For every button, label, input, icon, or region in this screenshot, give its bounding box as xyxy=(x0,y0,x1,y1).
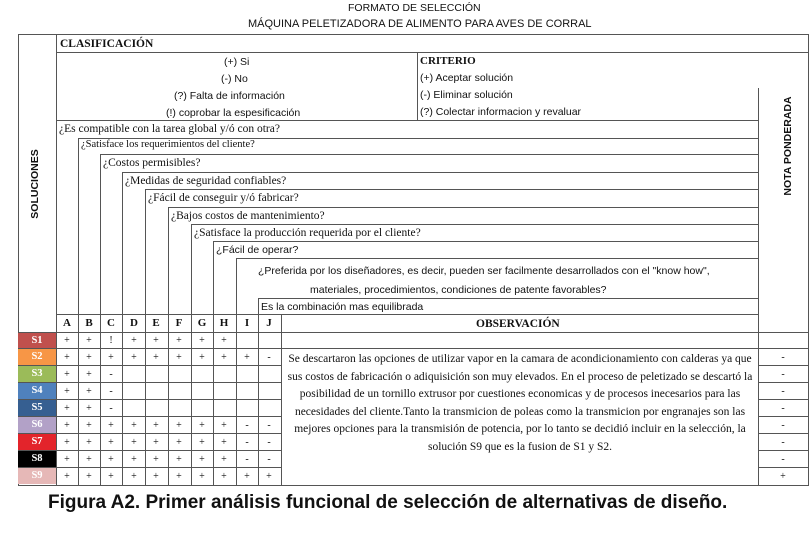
criterion-left-border xyxy=(417,52,418,120)
mark-s8-e: + xyxy=(153,454,159,465)
mark-s6-g: + xyxy=(199,420,205,431)
mark-s7-g: + xyxy=(199,437,205,448)
mark-s9-j: + xyxy=(266,471,272,482)
machine-title: MÁQUINA PELETIZADORA DE ALIMENTO PARA AVES DE CORRAL xyxy=(248,18,592,30)
col-letter-h: H xyxy=(219,317,229,329)
mark-s6-e: + xyxy=(153,420,159,431)
mark-s3-c: - xyxy=(109,369,113,380)
mark-s1-f: + xyxy=(176,335,182,346)
format-title: FORMATO DE SELECCIÓN xyxy=(348,2,481,14)
row-rule-6 xyxy=(18,433,282,434)
solution-label-s1: S1 xyxy=(18,333,56,349)
mark-s6-j: - xyxy=(267,420,271,431)
mark-s8-g: + xyxy=(199,454,205,465)
col-letter-j: J xyxy=(266,317,272,329)
mark-s9-g: + xyxy=(199,471,205,482)
observation-text: Se descartaron las opciones de utilizar vapor en la camara de acondicionamiento con calderas ya que sus costos de fabricación o adiquisición son muy elevados. En el proceso de peletizado se descartó la posibilidad de un tornillo extrusor por cuestiones economicas y de procesos inecesarios para las necesidades del cliente.Tanto la transmicion de poleas como la transmicion por engranajes son las mejores opciones para la transmisión de potencia, por lo tanto se decidió incluir en la selección, la solución S9 que es la fusion de S1 y S2. xyxy=(287,353,753,453)
q-rule-5 xyxy=(168,207,758,208)
note-s7: - xyxy=(781,437,785,448)
question-j: Es la combinación mas equilibrada xyxy=(261,301,424,313)
col-line-i xyxy=(236,258,237,486)
note-rule-4 xyxy=(758,399,808,400)
mark-s1-c: ! xyxy=(109,335,113,346)
question-a: ¿Es compatible con la tarea global y/ó con otra? xyxy=(59,123,280,135)
letters-rule-bottom xyxy=(18,332,808,333)
note-rule-3 xyxy=(758,382,808,383)
row-rule-2 xyxy=(18,365,282,366)
mark-s2-c: + xyxy=(108,352,114,363)
note-s9: + xyxy=(780,471,786,482)
mark-s2-f: + xyxy=(176,352,182,363)
question-f: ¿Bajos costos de mantenimiento? xyxy=(171,210,325,222)
col-letter-b: B xyxy=(85,317,93,329)
mark-s6-a: + xyxy=(64,420,70,431)
criterion-label: CRITERIO xyxy=(420,55,476,67)
note-s6: - xyxy=(781,420,785,431)
mark-s1-d: + xyxy=(131,335,137,346)
note-rule-6 xyxy=(758,433,808,434)
mark-s2-g: + xyxy=(199,352,205,363)
mark-s6-h: + xyxy=(221,420,227,431)
note-rule-8 xyxy=(758,467,808,468)
row-rule-7 xyxy=(18,450,282,451)
mark-s9-f: + xyxy=(176,471,182,482)
classification-rule xyxy=(56,52,808,53)
mark-s2-a: + xyxy=(64,352,70,363)
q-rule-2 xyxy=(100,154,758,155)
mark-s8-d: + xyxy=(131,454,137,465)
mark-s4-a: + xyxy=(64,386,70,397)
note-s8: - xyxy=(781,454,785,465)
mark-s5-a: + xyxy=(64,403,70,414)
mark-s8-i: - xyxy=(245,454,249,465)
mark-s1-b: + xyxy=(86,335,92,346)
solution-label-s5: S5 xyxy=(18,400,56,416)
mark-s7-d: + xyxy=(131,437,137,448)
criterion-collect: (?) Colectar informacion y revaluar xyxy=(420,106,582,118)
table-bottom-rule xyxy=(18,485,808,486)
mark-s2-d: + xyxy=(131,352,137,363)
mark-s6-d: + xyxy=(131,420,137,431)
mark-s4-b: + xyxy=(86,386,92,397)
col-letter-g: G xyxy=(197,317,207,329)
note-s5: - xyxy=(781,403,785,414)
solution-label-s9: S9 xyxy=(18,468,56,484)
row-rule-5 xyxy=(18,416,282,417)
col-letter-i: I xyxy=(244,317,250,329)
mark-s7-c: + xyxy=(108,437,114,448)
mark-s2-j: - xyxy=(267,352,271,363)
question-e: ¿Fácil de conseguir y/ó fabricar? xyxy=(148,192,299,204)
mark-s2-i: + xyxy=(244,352,250,363)
mark-s2-h: + xyxy=(221,352,227,363)
mark-s7-h: + xyxy=(221,437,227,448)
note-rule-2 xyxy=(758,365,808,366)
mark-s7-b: + xyxy=(86,437,92,448)
mark-s6-c: + xyxy=(108,420,114,431)
mark-s9-b: + xyxy=(86,471,92,482)
row-rule-4 xyxy=(18,399,282,400)
legend-verify-spec: (!) coprobar la espesificación xyxy=(166,107,301,119)
mark-s3-b: + xyxy=(86,369,92,380)
col-letter-e: E xyxy=(152,317,160,329)
observation-header: OBSERVACIÓN xyxy=(476,318,560,330)
mark-s8-b: + xyxy=(86,454,92,465)
note-rule-7 xyxy=(758,450,808,451)
mark-s7-j: - xyxy=(267,437,271,448)
question-d: ¿Medidas de seguridad confiables? xyxy=(125,175,287,187)
letters-rule-top xyxy=(56,314,758,315)
solution-label-s6: S6 xyxy=(18,417,56,433)
col-letter-c: C xyxy=(107,317,115,329)
mark-s1-g: + xyxy=(199,335,205,346)
top-rule xyxy=(18,34,808,35)
mark-s6-f: + xyxy=(176,420,182,431)
mark-s6-b: + xyxy=(86,420,92,431)
q-rule-9 xyxy=(258,298,758,299)
mark-s5-b: + xyxy=(86,403,92,414)
weighted-note-label: NOTA PONDERADA xyxy=(782,96,794,196)
q-rule-0 xyxy=(56,120,758,121)
mark-s8-j: - xyxy=(267,454,271,465)
col-letter-f: F xyxy=(175,317,183,329)
mark-s9-h: + xyxy=(221,471,227,482)
criterion-eliminate: (-) Eliminar solución xyxy=(420,89,513,101)
solution-label-s7: S7 xyxy=(18,434,56,450)
question-i-line2: materiales, procedimientos, condiciones de patente favorables? xyxy=(310,284,607,296)
note-s4: - xyxy=(781,386,785,397)
mark-s8-h: + xyxy=(221,454,227,465)
criterion-accept: (+) Aceptar solución xyxy=(420,72,514,84)
q-rule-3 xyxy=(122,172,758,173)
question-g: ¿Satisface la producción requerida por el cliente? xyxy=(194,227,421,239)
row-rule-3 xyxy=(18,382,282,383)
solutions-label: SOLUCIONES xyxy=(29,149,41,219)
mark-s8-c: + xyxy=(108,454,114,465)
mark-s5-c: - xyxy=(109,403,113,414)
mark-s3-a: + xyxy=(64,369,70,380)
question-i-line1: ¿Preferida por los diseñadores, es decir, pueden ser facilmente desarrollados con el "know how", xyxy=(258,265,710,277)
col-letter-a: A xyxy=(63,317,71,329)
mark-s9-i: + xyxy=(244,471,250,482)
q-rule-4 xyxy=(145,189,758,190)
note-s3: - xyxy=(781,369,785,380)
mark-s7-e: + xyxy=(153,437,159,448)
q-rule-7 xyxy=(213,241,758,242)
mark-s9-e: + xyxy=(153,471,159,482)
mark-s7-i: - xyxy=(245,437,249,448)
q-rule-6 xyxy=(191,224,758,225)
mark-s9-d: + xyxy=(131,471,137,482)
col-letter-d: D xyxy=(130,317,138,329)
row-rule-8 xyxy=(18,467,282,468)
question-h: ¿Fácil de operar? xyxy=(216,244,299,256)
row-rule-1 xyxy=(18,348,808,349)
mark-s1-h: + xyxy=(221,335,227,346)
solution-label-s8: S8 xyxy=(18,451,56,467)
legend-missing-info: (?) Falta de información xyxy=(174,90,285,102)
classification-label: CLASIFICACIÓN xyxy=(60,38,154,50)
mark-s1-a: + xyxy=(64,335,70,346)
note-s2: - xyxy=(781,352,785,363)
mark-s1-e: + xyxy=(153,335,159,346)
mark-s4-c: - xyxy=(109,386,113,397)
solution-label-s4: S4 xyxy=(18,383,56,399)
legend-yes: (+) Si xyxy=(224,56,250,68)
figure-caption: Figura A2. Primer análisis funcional de selección de alternativas de diseño. xyxy=(48,492,728,513)
question-c: ¿Costos permisibles? xyxy=(103,157,201,169)
note-rule-5 xyxy=(758,416,808,417)
mark-s9-c: + xyxy=(108,471,114,482)
solution-label-s3: S3 xyxy=(18,366,56,382)
q-rule-8 xyxy=(236,258,758,259)
mark-s8-a: + xyxy=(64,454,70,465)
mark-s7-a: + xyxy=(64,437,70,448)
mark-s2-b: + xyxy=(86,352,92,363)
mark-s8-f: + xyxy=(176,454,182,465)
question-b: ¿Satisface los requerimientos del cliente? xyxy=(81,139,255,150)
mark-s2-e: + xyxy=(153,352,159,363)
mark-s7-f: + xyxy=(176,437,182,448)
mark-s9-a: + xyxy=(64,471,70,482)
mark-s6-i: - xyxy=(245,420,249,431)
right-border xyxy=(808,34,809,486)
solution-label-s2: S2 xyxy=(18,349,56,365)
legend-no: (-) No xyxy=(221,73,248,85)
